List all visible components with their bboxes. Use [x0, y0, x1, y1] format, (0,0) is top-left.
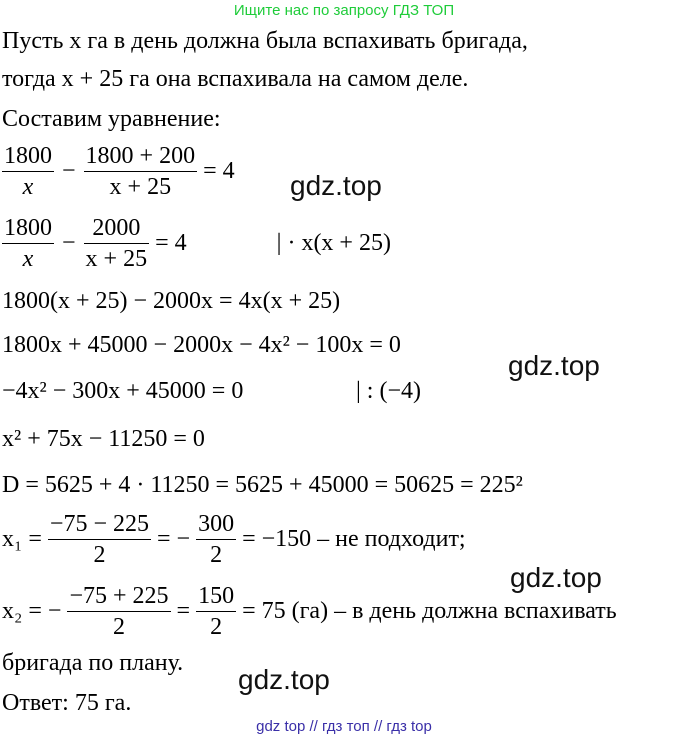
- text-line-4: 1800(x + 25) − 2000x = 4x(x + 25): [2, 288, 341, 314]
- root-label: x₂ = −: [2, 598, 62, 624]
- answer-line: Ответ: 75 га.: [2, 690, 132, 716]
- fraction: [196, 584, 236, 639]
- root-label: x₁ =: [2, 526, 42, 552]
- rhs: = 4: [155, 230, 187, 256]
- numerator: −75 − 225: [49, 511, 149, 537]
- text-line-9: бригада по плану.: [2, 650, 184, 676]
- divide-note: | : (−4): [356, 378, 421, 404]
- fraction: [2, 216, 54, 271]
- equals-minus: = −: [156, 526, 191, 552]
- equation-2: [2, 216, 391, 271]
- numerator: 150: [198, 583, 235, 609]
- numerator: 1800: [4, 215, 52, 241]
- numerator: 1800 + 200: [85, 143, 196, 169]
- denominator: 2: [48, 539, 151, 567]
- numerator: 1800: [4, 143, 52, 169]
- text-line-1: Пусть x га в день должна была вспахивать бригада,: [2, 28, 528, 54]
- root-result: = 75 (га) – в день должна вспахивать: [242, 598, 617, 624]
- denominator: x + 25: [84, 243, 150, 271]
- denominator: [2, 243, 54, 271]
- denominator: [2, 171, 54, 199]
- fraction: [196, 512, 236, 567]
- denominator: x + 25: [84, 171, 198, 199]
- denominator: 2: [67, 611, 170, 639]
- numerator: −75 + 225: [69, 583, 169, 609]
- equation-1: [2, 144, 235, 199]
- numerator: 300: [198, 511, 235, 537]
- minus-sign: −: [62, 158, 76, 184]
- header-banner: Ищите нас по запросу ГДЗ ТОП: [233, 2, 455, 19]
- watermark: gdz.top: [508, 350, 600, 381]
- fraction: [48, 512, 151, 567]
- denominator: 2: [196, 539, 236, 567]
- rhs: = 4: [203, 158, 235, 184]
- fraction: [84, 144, 198, 199]
- denominator: 2: [196, 611, 236, 639]
- watermark: gdz.top: [290, 170, 382, 201]
- text-line-8: D = 5625 + 4 · 11250 = 5625 + 45000 = 50625 = 225²: [2, 472, 523, 498]
- root-result: = −150 – не подходит;: [242, 526, 466, 552]
- text-line-3: Составим уравнение:: [2, 106, 221, 132]
- text-line-2: тогда x + 25 га она вспахивала на самом деле.: [2, 66, 469, 92]
- text-line-5: 1800x + 45000 − 2000x − 4x² − 100x = 0: [2, 332, 401, 358]
- text-line-6: −4x² − 300x + 45000 = 0: [2, 378, 244, 404]
- watermark: gdz.top: [238, 664, 330, 695]
- minus-sign: −: [62, 230, 76, 256]
- fraction: [2, 144, 54, 199]
- numerator: 2000: [92, 215, 141, 241]
- root-x1: [2, 512, 466, 567]
- fraction: [67, 584, 170, 639]
- denominator-text: x: [22, 174, 34, 200]
- text-line-7: x² + 75x − 11250 = 0: [2, 426, 205, 452]
- fraction: [84, 216, 150, 271]
- denominator-text: x: [22, 246, 34, 272]
- watermark: gdz.top: [510, 562, 602, 593]
- multiply-note: | · x(x + 25): [276, 230, 391, 256]
- footer-links: gdz top // гдз топ // гдз top: [256, 718, 432, 735]
- equals-sign: =: [176, 598, 191, 624]
